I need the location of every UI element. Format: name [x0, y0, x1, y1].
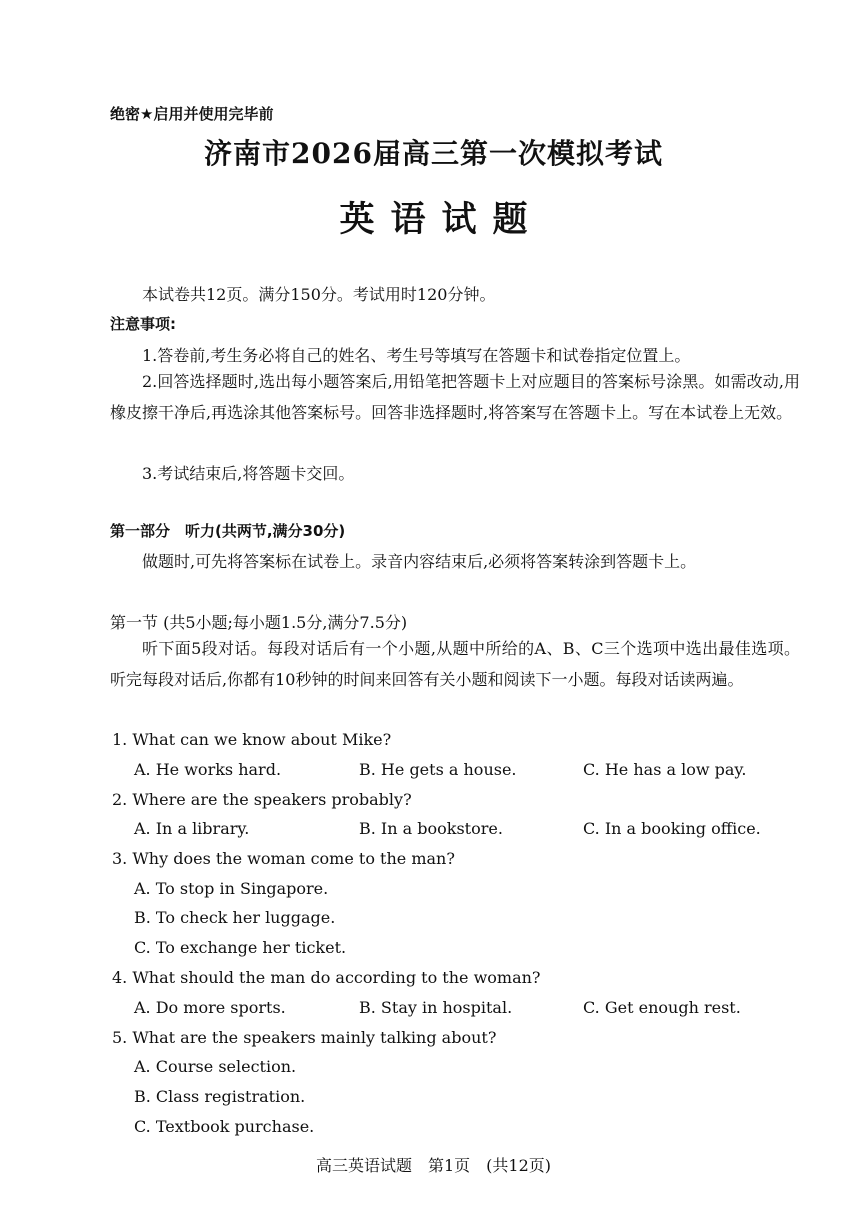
question-stem: 2. Where are the speakers probably? — [112, 790, 412, 809]
question-stem: 1. What can we know about Mike? — [112, 730, 392, 749]
option-b: B. Stay in hospital. — [359, 998, 513, 1017]
question-stem: 3. Why does the woman come to the man? — [112, 849, 455, 868]
option-a: A. He works hard. — [134, 760, 282, 779]
option-c: C. Get enough rest. — [583, 998, 741, 1017]
option-b: B. In a bookstore. — [359, 819, 503, 838]
part-heading: 第一部分 听力(共两节,满分30分) — [110, 522, 346, 540]
page-footer: 高三英语试题 第1页 (共12页) — [315, 1156, 552, 1175]
exam-intro: 本试卷共12页。满分150分。考试用时120分钟。 — [142, 285, 496, 304]
option-a: A. In a library. — [134, 819, 250, 838]
question-stem: 4. What should the man do according to the woman? — [112, 968, 541, 987]
option-a: A. Course selection. — [134, 1057, 297, 1076]
question-stem: 5. What are the speakers mainly talking about? — [112, 1028, 497, 1047]
option-c: C. In a booking office. — [583, 819, 761, 838]
option-b: B. To check her luggage. — [134, 908, 336, 927]
note-item: 1.答卷前,考生务必将自己的姓名、考生号等填写在答题卡和试卷指定位置上。 — [142, 346, 691, 365]
option-c: C. To exchange her ticket. — [134, 938, 347, 957]
part-instruction: 做题时,可先将答案标在试卷上。录音内容结束后,必须将答案转涂到答题卡上。 — [142, 552, 697, 571]
option-a: A. Do more sports. — [134, 998, 286, 1017]
notes-heading: 注意事项: — [110, 315, 176, 333]
option-b: B. He gets a house. — [359, 760, 517, 779]
option-c: C. He has a low pay. — [583, 760, 747, 779]
section-instruction: 听下面5段对话。每段对话后有一个小题,从题中所给的A、B、C三个选项中选出最佳选项。听完每段对话后,你都有10秒钟的时间来回答有关小题和阅读下一小题。每段对话读两遍。 — [110, 639, 800, 689]
option-c: C. Textbook purchase. — [134, 1117, 315, 1136]
confidential-notice: 绝密★启用并使用完毕前 — [110, 105, 274, 123]
option-a: A. To stop in Singapore. — [134, 879, 329, 898]
exam-title: 济南市2026届高三第一次模拟考试 — [204, 137, 663, 170]
option-b: B. Class registration. — [134, 1087, 306, 1106]
note-item: 3.考试结束后,将答题卡交回。 — [142, 464, 355, 483]
exam-subject-title: 英语试题 — [339, 199, 544, 240]
section-heading: 第一节 (共5小题;每小题1.5分,满分7.5分) — [110, 613, 408, 632]
note-item: 2.回答选择题时,选出每小题答案后,用铅笔把答题卡上对应题目的答案标号涂黑。如需改动,用橡皮擦干净后,再选涂其他答案标号。回答非选择题时,将答案写在答题卡上。写在本试卷上无效。 — [110, 372, 800, 422]
